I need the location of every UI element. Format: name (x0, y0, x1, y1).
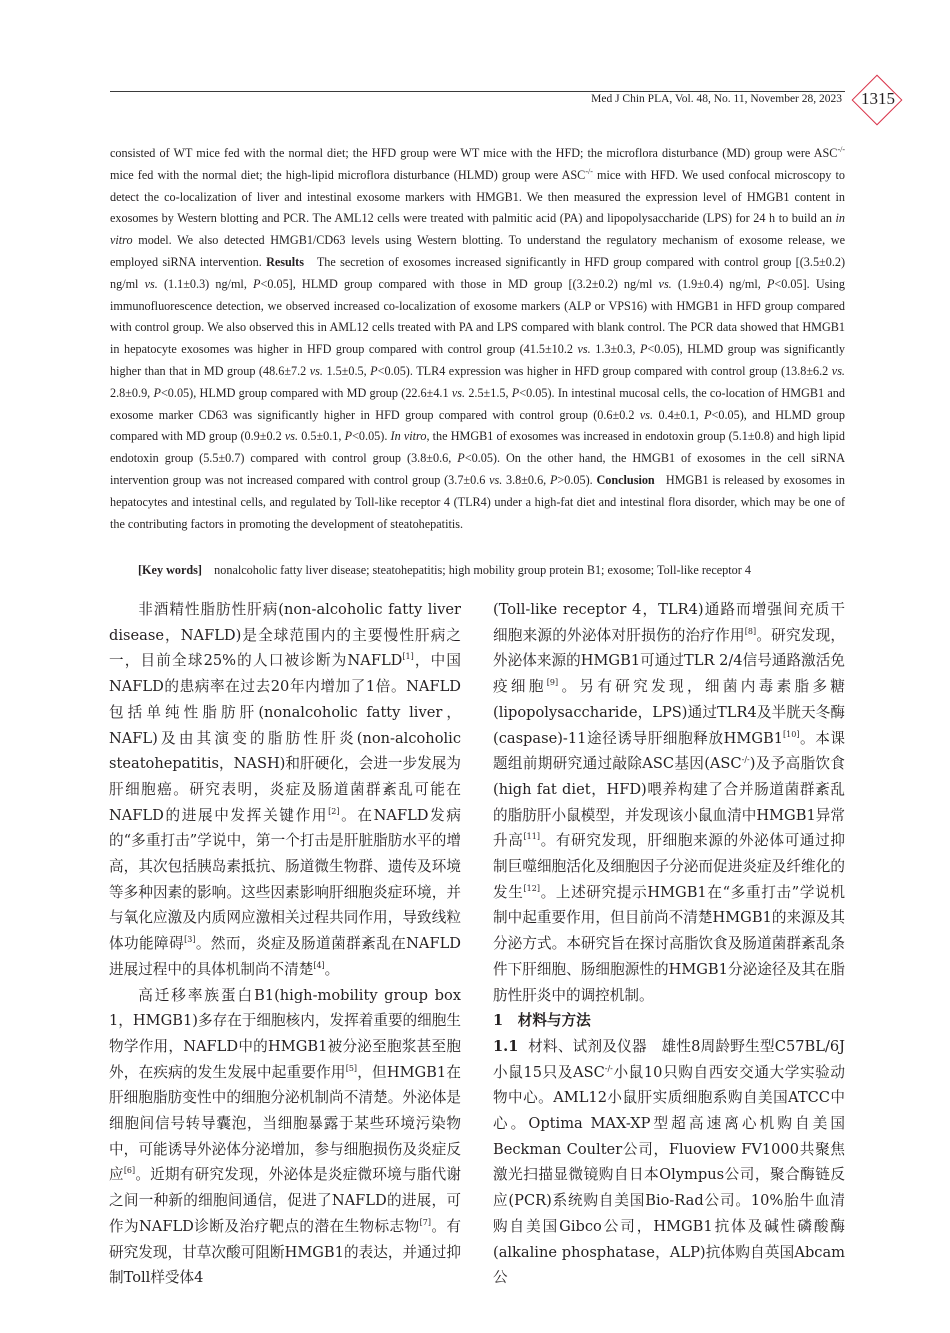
citation-marker: -/- (741, 755, 750, 765)
right-column (493, 597, 845, 1291)
citation-marker: [9] (546, 678, 559, 688)
intro-paragraph-3 (493, 597, 845, 1008)
text-run: 。有研究发现，肝细胞来源的外泌体可通过抑制巨噬细胞活化及细胞因子分泌而促进炎症及纤维化的发生 (493, 832, 845, 901)
page-number: 1315 (861, 89, 895, 108)
citation-marker: [5] (345, 1063, 358, 1073)
text-run: 。近期有研究发现，外泌体是炎症微环境与脂代谢之间一种新的细胞间通信，促进了NAFLD的进展，可作为NAFLD诊断及治疗靶点的潜在生物标志物 (109, 1166, 461, 1235)
text-run: 。然而，炎症及肠道菌群紊乱在NAFLD进展过程中的具体机制尚不清楚 (109, 935, 461, 978)
intro-paragraph-2 (109, 983, 461, 1291)
citation-marker: [3] (184, 935, 196, 945)
citation-marker: [11] (523, 832, 540, 842)
text-run: ，但HMGB1在肝细胞脂肪变性中的细胞分泌机制尚不清楚。外泌体是细胞间信号转导囊泡，当细胞暴露于某些环境污染物中，可能诱导外泌体分泌增加，参与细胞损伤及炎症反应 (109, 1063, 461, 1184)
journal-citation: Med J Chin PLA, Vol. 48, No. 11, November 28, 2023 (591, 93, 842, 105)
subsection-number: 1.1 (493, 1037, 519, 1055)
text-run: 。研究发现，外泌体来源的HMGB1可通过TLR 2/4信号通路激活免疫细胞 (493, 626, 845, 696)
citation-marker: [12] (523, 883, 540, 893)
keywords-label: [Key words] (138, 563, 202, 577)
abstract-text: consisted of WT mice fed with the normal diet; the HFD group were WT mice with the HFD; the microflora disturbance (MD) group were ASC-/- mice fed with the normal diet; the high-lipid microflora disturbance (HLMD) group were ASC-/- mice with HFD. We used confocal microscopy to detect the co-localization of liver and intestinal exosome markers with HMGB1. We then measured the expression level of HMGB1 content in exosomes by Western blotting and PCR. The AML12 cells were treated with palmitic acid (PA) and lipopolysaccharide (LPS) for 24 h to build an in vitro model. We also detected HMGB1/CD63 levels using Western blotting. To understand the regulatory mechanism of exosome release, we employed siRNA intervention. Results The secretion of exosomes increased significantly in HFD group compared with control group [(3.5±0.2) ng/ml vs. (1.1±0.3) ng/ml, P<0.05], HLMD group compared with those in MD group [(3.2±0.2) ng/ml vs. (1.9±0.4) ng/ml, P<0.05]. Using immunofluorescence detection, we observed increased co-localization of exosome markers (ALP or VPS16) with HMGB1 in HFD group compared with control group. We also observed this in AML12 cells treated with PA and LPS compared with blank control. The PCR data showed that HMGB1 in hepatocyte exosomes was higher in HFD group compared with control group (41.5±10.2 vs. 1.3±0.3, P<0.05), HLMD group was significantly higher than that in MD group (48.6±7.2 vs. 1.5±0.5, P<0.05). TLR4 expression was higher in HFD group compared with control group (13.8±6.2 vs. 2.8±0.9, P<0.05), HLMD group compared with MD group (22.6±4.1 vs. 2.5±1.5, P<0.05). In intestinal mucosal cells, the co-location of HMGB1 and exosome marker CD63 was significantly higher in HFD group compared with control group (0.6±0.2 vs. 0.4±0.1, P<0.05), and HLMD group compared with MD group (0.9±0.2 vs. 0.5±0.1, P<0.05). In vitro, the HMGB1 of exosomes was increased in endotoxin group (5.1±0.8) and high lipid endotoxin group (5.5±0.7) compared with control group (3.8±0.6, P<0.05). On the other hand, the HMGB1 of exosomes in the cell siRNA intervention group was not increased compared with control group (3.7±0.6 vs. 3.8±0.6, P>0.05). Conclusion HMGB1 is released by exosomes in hepatocytes and intestinal cells, and regulated by Toll-like receptor 4 (TLR4) under a high-fat diet and intestinal flora disorder, which may be one of the contributing factors in promoting the development of steatohepatitis. (110, 144, 846, 531)
citation-marker: [10] (783, 729, 800, 739)
citation-marker: [1] (402, 652, 414, 662)
text-run: 。 (324, 960, 340, 978)
intro-paragraph-1 (109, 597, 461, 983)
keywords-text: nonalcoholic fatty liver disease; steatohepatitis; high mobility group protein B1; exosome; Toll-like receptor 4 (214, 563, 751, 577)
citation-marker: [6] (123, 1166, 136, 1176)
text-run: (Toll-like receptor 4，TLR4)通路而增强间充质干细胞来源的外泌体对肝损伤的治疗作用 (493, 601, 845, 644)
text-run: )及予高脂饮食(high fat diet，HFD)喂养构建了合并肠道菌群紊乱的脂肪肝小鼠模型，并发现该小鼠血清中HMGB1异常升高 (493, 755, 845, 850)
citation-marker: [7] (419, 1218, 431, 1228)
subsection-title: 材料、试剂及仪器 (528, 1037, 647, 1055)
keywords (138, 563, 848, 578)
section-title: 1 材料与方法 (493, 1012, 591, 1030)
materials-paragraph: 1.1 材料、试剂及仪器 雄性8周龄野生型C57BL/6J小鼠15只及ASC-/-小鼠10只购自西安交通大学实验动物中心。AML12小鼠肝实质细胞系购自美国ATCC中心。Optima MAX-XP型超高速离心机购自美国Beckman Coulter公司，Fluoview FV1000共聚焦激光扫描显微镜购自日本Olympus公司，聚合酶链反应(PCR)系统购自美国Bio-Rad公司。10%胎牛血清购自美国Gibco公司，HMGB1抗体及碱性磷酸酶(alkaline phosphatase，ALP)抗体购自英国Abcam公 (493, 1037, 845, 1287)
conclusion-label: Conclusion (596, 472, 655, 487)
citation-marker: [8] (744, 626, 757, 636)
results-label: Results (266, 254, 304, 269)
citation-marker: [2] (328, 806, 340, 816)
text-run: 。上述研究提示HMGB1在“多重打击”学说机制中起重要作用，但目前尚不清楚HMGB1的来源及其分泌方式。本研究旨在探讨高脂饮食及肠道菌群紊乱条件下肝细胞、肠细胞源性的HMGB1分泌途径及其在脂肪性肝炎中的调控机制。 (493, 883, 845, 1004)
text-run: ，中国NAFLD的患病率在过去20年内增加了1倍。NAFLD包括单纯性脂肪肝(nonalcoholic fatty liver，NAFL)及由其演变的脂肪性肝炎(non-alcoholic steatohepatitis，NASH)和肝硬化，会进一步发展为肝细胞癌。研究表明，炎症及肠道菌群紊乱可能在NAFLD的进展中发挥关键作用 (109, 652, 461, 824)
text-run: 。有研究发现，甘草次酸可阻断HMGB1的表达，并通过抑制Toll样受体4 (109, 1217, 461, 1287)
text-run: 。在NAFLD发病的“多重打击”学说中，第一个打击是肝脏脂肪水平的增高，其次包括胰岛素抵抗、肠道微生物群、遗传及环境等多种因素的影响。这些因素影响肝细胞炎症环境，并与氧化应激及内质网应激相关过程共同作用，导致线粒体功能障碍 (109, 806, 462, 953)
text-run: 高迁移率族蛋白B1(high-mobility group box 1，HMGB1)多存在于细胞核内，发挥着重要的细胞生物学作用，NAFLD中的HMGB1被分泌至胞浆甚至胞外，在疾病的发生发展中起重要作用 (109, 986, 461, 1081)
results-text: The secretion of exosomes increased significantly in HFD group compared with control group [(3.5±0.2) ng/ml vs. (1.1±0.3) ng/ml, P<0.05], HLMD group compared with those in MD group [(3.2±0.2) ng/ml vs. (1.9±0.4) ng/ml, P<0.05]. Using immunofluorescence detection, we observed increased co-localization of exosome markers (ALP or VPS16) with HMGB1 in HFD group compared with control group. We also observed this in AML12 cells treated with PA and LPS compared with blank control. The PCR data showed that HMGB1 in hepatocyte exosomes was higher in HFD group compared with control group (41.5±10.2 vs. 1.3±0.3, P<0.05), HLMD group was significantly higher than that in MD group (48.6±7.2 vs. 1.5±0.5, P<0.05). TLR4 expression was higher in HFD group compared with control group (13.8±6.2 vs. 2.8±0.9, P<0.05), HLMD group compared with MD group (22.6±4.1 vs. 2.5±1.5, P<0.05). In intestinal mucosal cells, the co-location of HMGB1 and exosome marker CD63 was significantly higher in HFD group compared with control group (0.6±0.2 vs. 0.4±0.1, P<0.05), and HLMD group compared with MD group (0.9±0.2 vs. 0.5±0.1, P<0.05). In vitro, the HMGB1 of exosomes was increased in endotoxin group (5.1±0.8) and high lipid endotoxin group (5.5±0.7) compared with control group (3.8±0.6, P<0.05). On the other hand, the HMGB1 of exosomes in the cell siRNA intervention group was not increased compared with control group (3.7±0.6 vs. 3.8±0.6, P>0.05). (110, 254, 846, 487)
text-run: 。另有研究发现，细菌内毒素脂多糖(lipopolysaccharide，LPS)通过TLR4及半胱天冬酶(caspase)-11途径诱导肝细胞释放HMGB1 (493, 678, 845, 747)
header-rule (110, 91, 845, 92)
text-run: 非酒精性脂肪性肝病(non-alcoholic fatty liver disease，NAFLD)是全球范围内的主要慢性肝病之一，目前全球25%的人口被诊断为NAFLD (109, 601, 461, 670)
text-run: 。本课题组前期研究通过敲除ASC基因(ASC (493, 729, 845, 773)
citation-marker: [4] (313, 960, 325, 970)
left-column (109, 597, 461, 1291)
conclusion-text: HMGB1 is released by exosomes in hepatocytes and intestinal cells, and regulated by Toll-like receptor 4 (TLR4) under a high-fat diet and intestinal flora disorder, which may be one of the contributing factors in promoting the development of steatohepatitis. (110, 472, 846, 531)
